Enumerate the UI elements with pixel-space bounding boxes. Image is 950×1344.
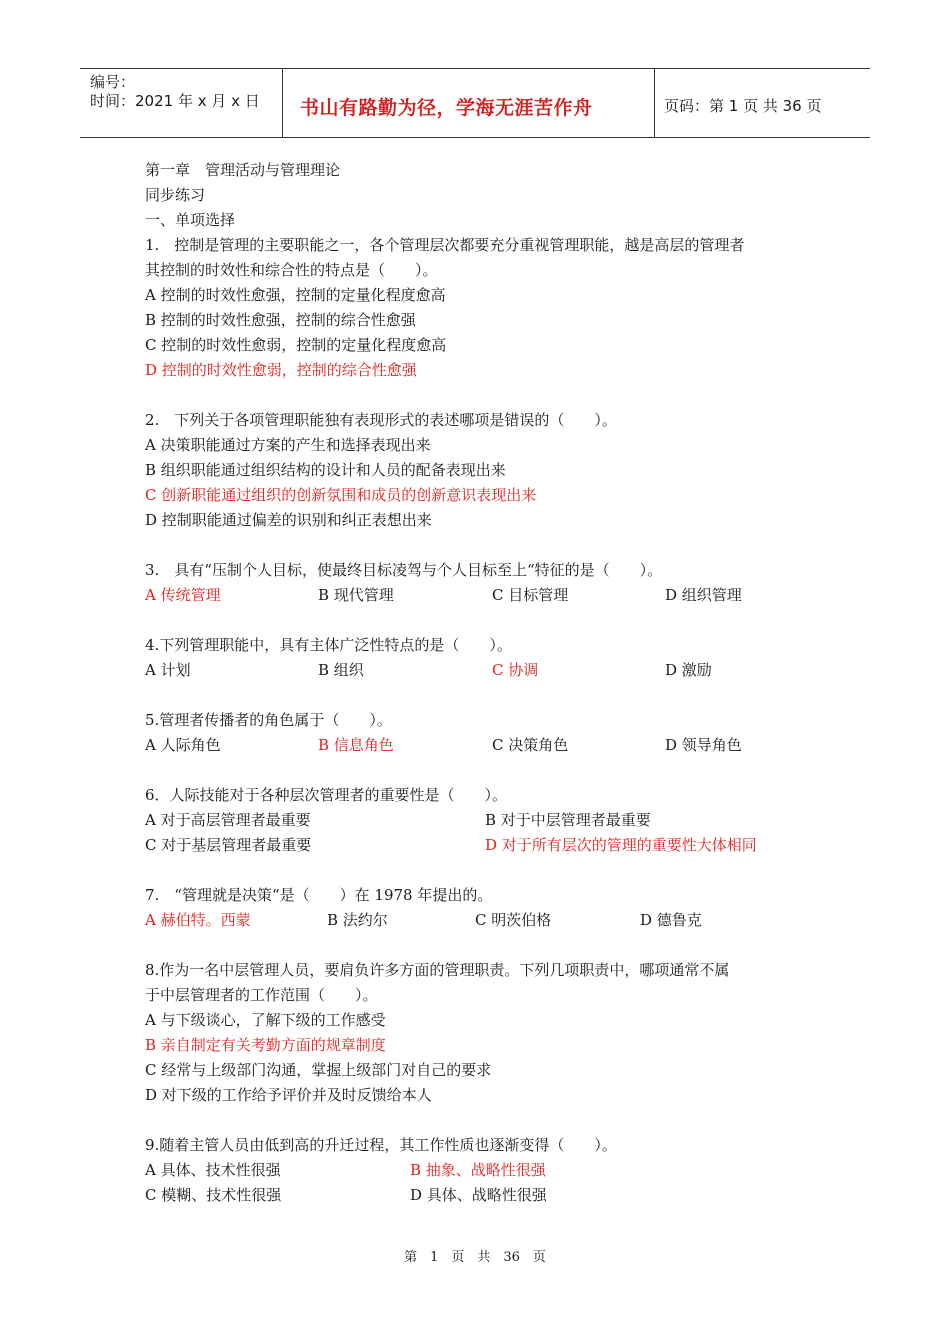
question-stem: 9.随着主管人员由低到高的升迁过程，其工作性质也逐渐变得（ ）。 bbox=[145, 1136, 617, 1154]
option-b: B 现代管理 bbox=[318, 586, 394, 604]
header-divider bbox=[654, 69, 655, 137]
option-c: C 经常与上级部门沟通，掌握上级部门对自己的要求 bbox=[145, 1061, 492, 1079]
answer-option-b: B 抽象、战略性很强 bbox=[410, 1161, 546, 1179]
option-a: A 对于高层管理者最重要 bbox=[145, 811, 311, 829]
answer-option-b: B 亲自制定有关考勤方面的规章制度 bbox=[145, 1036, 386, 1054]
question-stem: 5.管理者传播者的角色属于（ ）。 bbox=[145, 711, 392, 729]
option-d: D 领导角色 bbox=[665, 736, 742, 754]
answer-option-d: D 控制的时效性愈弱，控制的综合性愈强 bbox=[145, 361, 417, 379]
option-d: D 组织管理 bbox=[665, 586, 742, 604]
chapter-title: 第一章 管理活动与管理理论 bbox=[145, 161, 341, 179]
option-c: C 控制的时效性愈弱，控制的定量化程度愈高 bbox=[145, 336, 447, 354]
option-c: C 决策角色 bbox=[492, 736, 569, 754]
options-row bbox=[145, 808, 815, 833]
option-b: B 法约尔 bbox=[327, 911, 388, 929]
options-row bbox=[145, 658, 815, 683]
options-row bbox=[145, 1158, 815, 1183]
answer-option-c: C 创新职能通过组织的创新氛围和成员的创新意识表现出来 bbox=[145, 486, 537, 504]
document-body bbox=[145, 158, 815, 1208]
options-row bbox=[145, 908, 815, 933]
option-d: D 控制职能通过偏差的识别和纠正表想出来 bbox=[145, 511, 432, 529]
option-d: D 德鲁克 bbox=[640, 911, 702, 929]
question-stem: 6．人际技能对于各种层次管理者的重要性是（ ）。 bbox=[145, 786, 508, 804]
option-c: C 对于基层管理者最重要 bbox=[145, 836, 312, 854]
option-b: B 组织职能通过组织结构的设计和人员的配备表现出来 bbox=[145, 461, 506, 479]
answer-option-b: B 信息角色 bbox=[318, 736, 394, 754]
option-b: B 对于中层管理者最重要 bbox=[485, 811, 651, 829]
options-row bbox=[145, 733, 815, 758]
question-stem: 其控制的时效性和综合性的特点是（ ）。 bbox=[145, 261, 438, 279]
chapter-subtitle: 同步练习 bbox=[145, 186, 206, 204]
answer-option-d: D 对于所有层次的管理的重要性大体相同 bbox=[485, 836, 757, 854]
option-c: C 模糊、技术性很强 bbox=[145, 1186, 282, 1204]
question-stem: 4.下列管理职能中，具有主体广泛性特点的是（ ）。 bbox=[145, 636, 512, 654]
question-stem: 1. 控制是管理的主要职能之一，各个管理层次都要充分重视管理职能，越是高层的管理者 bbox=[145, 236, 745, 254]
option-a: A 具体、技术性很强 bbox=[145, 1161, 281, 1179]
page-header bbox=[80, 68, 870, 138]
question-stem: 7. “管理就是决策“是（ ）在 1978 年提出的。 bbox=[145, 886, 493, 904]
options-row bbox=[145, 583, 815, 608]
option-a: A 控制的时效性愈强，控制的定量化程度愈高 bbox=[145, 286, 446, 304]
header-motto: 书山有路勤为径，学海无涯苦作舟 bbox=[300, 97, 593, 119]
option-c: C 目标管理 bbox=[492, 586, 569, 604]
answer-option-c: C 协调 bbox=[492, 661, 539, 679]
question-stem: 8.作为一名中层管理人员，要肩负许多方面的管理职责。下列几项职责中，哪项通常不属 bbox=[145, 961, 730, 979]
answer-option-a: A 传统管理 bbox=[145, 586, 221, 604]
header-page-info: 页码：第 1 页 共 36 页 bbox=[664, 97, 822, 115]
document-date-label: 时间：2021 年 x 月 x 日 bbox=[90, 92, 260, 110]
option-d: D 对下级的工作给予评价并及时反馈给本人 bbox=[145, 1086, 432, 1104]
header-meta bbox=[90, 73, 260, 111]
options-row bbox=[145, 833, 815, 858]
option-a: A 人际角色 bbox=[145, 736, 221, 754]
document-number-label: 编号： bbox=[90, 73, 136, 91]
question-stem: 于中层管理者的工作范围（ ）。 bbox=[145, 986, 378, 1004]
option-d: D 激励 bbox=[665, 661, 712, 679]
page-footer: 第 1 页 共 36 页 bbox=[404, 1250, 546, 1265]
option-b: B 控制的时效性愈强，控制的综合性愈强 bbox=[145, 311, 416, 329]
question-stem: 2. 下列关于各项管理职能独有表现形式的表述哪项是错误的（ ）。 bbox=[145, 411, 617, 429]
answer-option-a: A 赫伯特。西蒙 bbox=[145, 911, 251, 929]
header-divider bbox=[282, 69, 283, 137]
section-heading: 一、单项选择 bbox=[145, 211, 236, 229]
option-d: D 具体、战略性很强 bbox=[410, 1186, 547, 1204]
option-a: A 决策职能通过方案的产生和选择表现出来 bbox=[145, 436, 431, 454]
options-row bbox=[145, 1183, 815, 1208]
option-a: A 与下级谈心，了解下级的工作感受 bbox=[145, 1011, 386, 1029]
option-c: C 明茨伯格 bbox=[475, 911, 552, 929]
option-a: A 计划 bbox=[145, 661, 191, 679]
option-b: B 组织 bbox=[318, 661, 364, 679]
question-stem: 3. 具有“压制个人目标，使最终目标凌驾与个人目标至上“特征的是（ ）。 bbox=[145, 561, 663, 579]
